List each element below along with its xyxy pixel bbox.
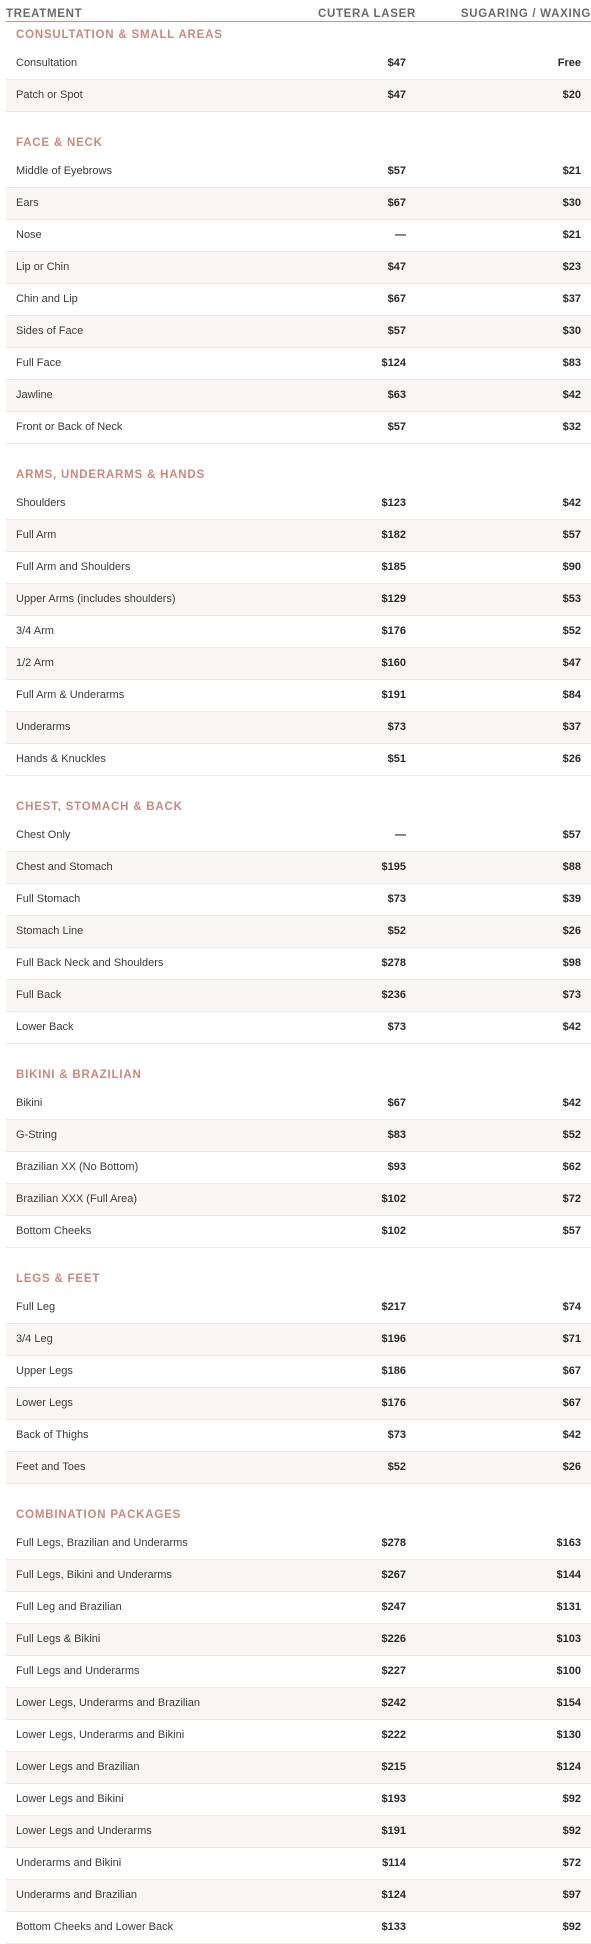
sugaring-price: $37 [562, 721, 581, 733]
laser-price: $129 [381, 593, 406, 605]
treatment-name: Chest Only [16, 829, 71, 841]
table-row [6, 1088, 591, 1120]
treatment-name: Lower Legs and Brazilian [16, 1761, 140, 1773]
price-section [6, 112, 591, 444]
treatment-name: Full Leg [16, 1301, 56, 1313]
laser-price: $57 [387, 165, 406, 177]
treatment-name: Patch or Spot [16, 89, 83, 101]
treatment-name: Brazilian XX (No Bottom) [16, 1161, 139, 1173]
table-row [6, 1120, 591, 1152]
treatment-name: Sides of Face [16, 325, 84, 337]
sugaring-price: $71 [562, 1333, 581, 1345]
sugaring-price: $72 [562, 1193, 581, 1205]
treatment-name: Ears [16, 197, 39, 209]
table-row [6, 980, 591, 1012]
laser-price: $195 [381, 861, 406, 873]
table-row [6, 1880, 591, 1912]
laser-price: $196 [381, 1333, 406, 1345]
table-row [6, 648, 591, 680]
treatment-name: Bottom Cheeks [16, 1225, 92, 1237]
table-row [6, 1816, 591, 1848]
laser-price: $226 [381, 1633, 406, 1645]
header-sugaring-waxing: SUGARING / WAXING [460, 8, 591, 20]
laser-price: $227 [381, 1665, 406, 1677]
treatment-name: Underarms [16, 721, 71, 733]
sugaring-price: $47 [562, 657, 581, 669]
table-row [6, 488, 591, 520]
laser-price: $102 [381, 1225, 406, 1237]
sugaring-price: $103 [556, 1633, 581, 1645]
table-row [6, 744, 591, 776]
laser-price: $67 [387, 293, 406, 305]
laser-price: $182 [381, 529, 406, 541]
table-row [6, 1592, 591, 1624]
laser-price: $236 [381, 989, 406, 1001]
treatment-name: Hands & Knuckles [16, 753, 106, 765]
table-row [6, 1560, 591, 1592]
treatment-name: Upper Legs [16, 1365, 73, 1377]
sugaring-price: $32 [562, 421, 581, 433]
table-row [6, 520, 591, 552]
table-row [6, 1152, 591, 1184]
table-row [6, 1720, 591, 1752]
sugaring-price: $21 [562, 229, 581, 241]
table-row [6, 188, 591, 220]
table-row [6, 1528, 591, 1560]
treatment-name: Jawline [16, 389, 53, 401]
treatment-name: Full Arm and Shoulders [16, 561, 131, 573]
sugaring-price: $131 [556, 1601, 581, 1613]
laser-price: $73 [387, 1429, 406, 1441]
sugaring-price: $39 [562, 893, 581, 905]
treatment-name: Full Legs & Bikini [16, 1633, 101, 1645]
sugaring-price: $100 [556, 1665, 581, 1677]
price-section [6, 1248, 591, 1484]
laser-price: $93 [387, 1161, 406, 1173]
laser-price: $247 [381, 1601, 406, 1613]
laser-price: $57 [387, 421, 406, 433]
table-row [6, 412, 591, 444]
treatment-name: Full Legs, Brazilian and Underarms [16, 1537, 188, 1549]
table-row [6, 156, 591, 188]
treatment-name: Full Legs, Bikini and Underarms [16, 1569, 172, 1581]
section-title: BIKINI & BRAZILIAN [16, 1069, 142, 1081]
treatment-name: Lower Legs, Underarms and Brazilian [16, 1697, 201, 1709]
sugaring-price: $42 [562, 389, 581, 401]
table-row [6, 1356, 591, 1388]
sugaring-price: $26 [562, 1461, 581, 1473]
treatment-name: Back of Thighs [16, 1429, 89, 1441]
table-row [6, 948, 591, 980]
treatment-name: Stomach Line [16, 925, 84, 937]
sugaring-price: $83 [562, 357, 581, 369]
price-section [6, 444, 591, 776]
sugaring-price: $42 [562, 1097, 581, 1109]
sugaring-price: $21 [562, 165, 581, 177]
header-cutera-laser: CUTERA LASER [317, 8, 416, 20]
price-table [6, 0, 591, 1944]
section-title: CHEST, STOMACH & BACK [16, 801, 183, 813]
laser-price: $52 [387, 925, 406, 937]
section-title: LEGS & FEET [16, 1273, 101, 1285]
laser-price: $52 [387, 1461, 406, 1473]
treatment-name: Lower Legs [16, 1397, 73, 1409]
sugaring-price: $84 [562, 689, 581, 701]
treatment-name: Underarms and Brazilian [16, 1889, 138, 1901]
treatment-name: G-String [16, 1129, 57, 1141]
laser-price: $191 [381, 1825, 406, 1837]
treatment-name: Nose [16, 229, 42, 241]
table-row [6, 348, 591, 380]
laser-price: $176 [381, 1397, 406, 1409]
laser-price: $124 [381, 357, 406, 369]
treatment-name: Full Arm & Underarms [16, 689, 125, 701]
treatment-name: Feet and Toes [16, 1461, 86, 1473]
sugaring-price: $67 [562, 1365, 581, 1377]
laser-price: $133 [381, 1921, 406, 1933]
laser-price: $73 [387, 893, 406, 905]
laser-price: $63 [387, 389, 406, 401]
sugaring-price: $53 [562, 593, 581, 605]
laser-price: $124 [381, 1889, 406, 1901]
laser-price: $160 [381, 657, 406, 669]
section-title: ARMS, UNDERARMS & HANDS [16, 469, 205, 481]
treatment-name: Lower Legs and Underarms [16, 1825, 152, 1837]
sugaring-price: $130 [556, 1729, 581, 1741]
table-row [6, 884, 591, 916]
table-row [6, 1012, 591, 1044]
sugaring-price: $144 [556, 1569, 581, 1581]
table-header [6, 0, 591, 22]
table-row [6, 1452, 591, 1484]
sugaring-price: $30 [562, 325, 581, 337]
laser-price: $278 [381, 957, 406, 969]
treatment-name: Middle of Eyebrows [16, 165, 112, 177]
treatment-name: Chest and Stomach [16, 861, 113, 873]
table-row [6, 552, 591, 584]
sugaring-price: $30 [562, 197, 581, 209]
treatment-name: Full Leg and Brazilian [16, 1601, 122, 1613]
laser-price: $193 [381, 1793, 406, 1805]
laser-price: $114 [382, 1857, 406, 1869]
laser-price: $47 [387, 89, 406, 101]
table-row [6, 1216, 591, 1248]
sugaring-price: $57 [562, 529, 581, 541]
sugaring-price: $57 [562, 829, 581, 841]
table-row [6, 48, 591, 80]
section-title: COMBINATION PACKAGES [16, 1509, 182, 1521]
treatment-name: Brazilian XXX (Full Area) [16, 1193, 138, 1205]
sugaring-price: $23 [562, 261, 581, 273]
sugaring-price: Free [557, 57, 581, 69]
table-row [6, 1912, 591, 1944]
table-row [6, 1848, 591, 1880]
sections-container [6, 22, 591, 1944]
table-row [6, 284, 591, 316]
section-title: FACE & NECK [16, 137, 103, 149]
treatment-name: Full Legs and Underarms [16, 1665, 140, 1677]
laser-price: $83 [387, 1129, 406, 1141]
treatment-name: Full Face [16, 357, 62, 369]
sugaring-price: $163 [556, 1537, 581, 1549]
table-row [6, 1292, 591, 1324]
laser-price: — [395, 229, 406, 241]
section-title: CONSULTATION & SMALL AREAS [16, 29, 223, 41]
sugaring-price: $98 [562, 957, 581, 969]
laser-price: $47 [387, 57, 406, 69]
table-row [6, 220, 591, 252]
sugaring-price: $74 [562, 1301, 581, 1313]
treatment-name: Shoulders [16, 497, 66, 509]
laser-price: $176 [381, 625, 406, 637]
treatment-name: 1/2 Arm [16, 657, 54, 669]
table-row [6, 1420, 591, 1452]
treatment-name: Bottom Cheeks and Lower Back [16, 1921, 174, 1933]
price-section [6, 22, 591, 112]
treatment-name: Chin and Lip [16, 293, 78, 305]
treatment-name: Consultation [16, 57, 78, 69]
table-row [6, 252, 591, 284]
laser-price: $67 [387, 1097, 406, 1109]
laser-price: — [395, 829, 406, 841]
sugaring-price: $154 [556, 1697, 581, 1709]
sugaring-price: $37 [562, 293, 581, 305]
table-row [6, 1784, 591, 1816]
treatment-name: 3/4 Arm [16, 625, 54, 637]
table-row [6, 1388, 591, 1420]
sugaring-price: $42 [562, 1429, 581, 1441]
laser-price: $73 [387, 1021, 406, 1033]
table-row [6, 712, 591, 744]
laser-price: $47 [387, 261, 406, 273]
table-row [6, 1752, 591, 1784]
sugaring-price: $20 [562, 89, 581, 101]
laser-price: $73 [387, 721, 406, 733]
sugaring-price: $26 [562, 925, 581, 937]
laser-price: $215 [381, 1761, 406, 1773]
sugaring-price: $92 [562, 1921, 581, 1933]
laser-price: $242 [381, 1697, 406, 1709]
sugaring-price: $92 [562, 1825, 581, 1837]
treatment-name: 3/4 Leg [16, 1333, 53, 1345]
sugaring-price: $73 [562, 989, 581, 1001]
sugaring-price: $124 [556, 1761, 581, 1773]
treatment-name: Full Arm [16, 529, 57, 541]
treatment-name: Upper Arms (includes shoulders) [16, 593, 176, 605]
laser-price: $185 [381, 561, 406, 573]
sugaring-price: $52 [562, 1129, 581, 1141]
table-row [6, 584, 591, 616]
treatment-name: Lower Back [16, 1021, 74, 1033]
sugaring-price: $92 [562, 1793, 581, 1805]
table-row [6, 916, 591, 948]
sugaring-price: $97 [562, 1889, 581, 1901]
table-row [6, 380, 591, 412]
laser-price: $191 [381, 689, 406, 701]
laser-price: $123 [381, 497, 406, 509]
laser-price: $102 [381, 1193, 406, 1205]
table-row [6, 80, 591, 112]
sugaring-price: $67 [562, 1397, 581, 1409]
table-row [6, 1656, 591, 1688]
treatment-name: Lower Legs, Underarms and Bikini [16, 1729, 185, 1741]
treatment-name: Full Back [16, 989, 62, 1001]
laser-price: $267 [381, 1569, 406, 1581]
laser-price: $217 [381, 1301, 406, 1313]
sugaring-price: $62 [562, 1161, 581, 1173]
treatment-name: Full Back Neck and Shoulders [16, 957, 164, 969]
sugaring-price: $72 [562, 1857, 581, 1869]
treatment-name: Front or Back of Neck [16, 421, 123, 433]
sugaring-price: $42 [562, 497, 581, 509]
table-row [6, 1324, 591, 1356]
laser-price: $222 [381, 1729, 406, 1741]
treatment-name: Full Stomach [16, 893, 81, 905]
treatment-name: Lower Legs and Bikini [16, 1793, 124, 1805]
sugaring-price: $52 [562, 625, 581, 637]
sugaring-price: $26 [562, 753, 581, 765]
laser-price: $51 [387, 753, 406, 765]
treatment-name: Underarms and Bikini [16, 1857, 122, 1869]
treatment-name: Bikini [16, 1097, 43, 1109]
price-section [6, 776, 591, 1044]
table-row [6, 1624, 591, 1656]
laser-price: $278 [381, 1537, 406, 1549]
laser-price: $186 [381, 1365, 406, 1377]
sugaring-price: $90 [562, 561, 581, 573]
table-row [6, 316, 591, 348]
price-section [6, 1044, 591, 1248]
sugaring-price: $42 [562, 1021, 581, 1033]
price-section [6, 1484, 591, 1944]
treatment-name: Lip or Chin [16, 261, 70, 273]
laser-price: $67 [387, 197, 406, 209]
table-row [6, 820, 591, 852]
laser-price: $57 [387, 325, 406, 337]
table-row [6, 616, 591, 648]
sugaring-price: $88 [562, 861, 581, 873]
header-treatment: TREATMENT [6, 8, 83, 20]
table-row [6, 680, 591, 712]
table-row [6, 852, 591, 884]
table-row [6, 1688, 591, 1720]
sugaring-price: $57 [562, 1225, 581, 1237]
table-row [6, 1184, 591, 1216]
